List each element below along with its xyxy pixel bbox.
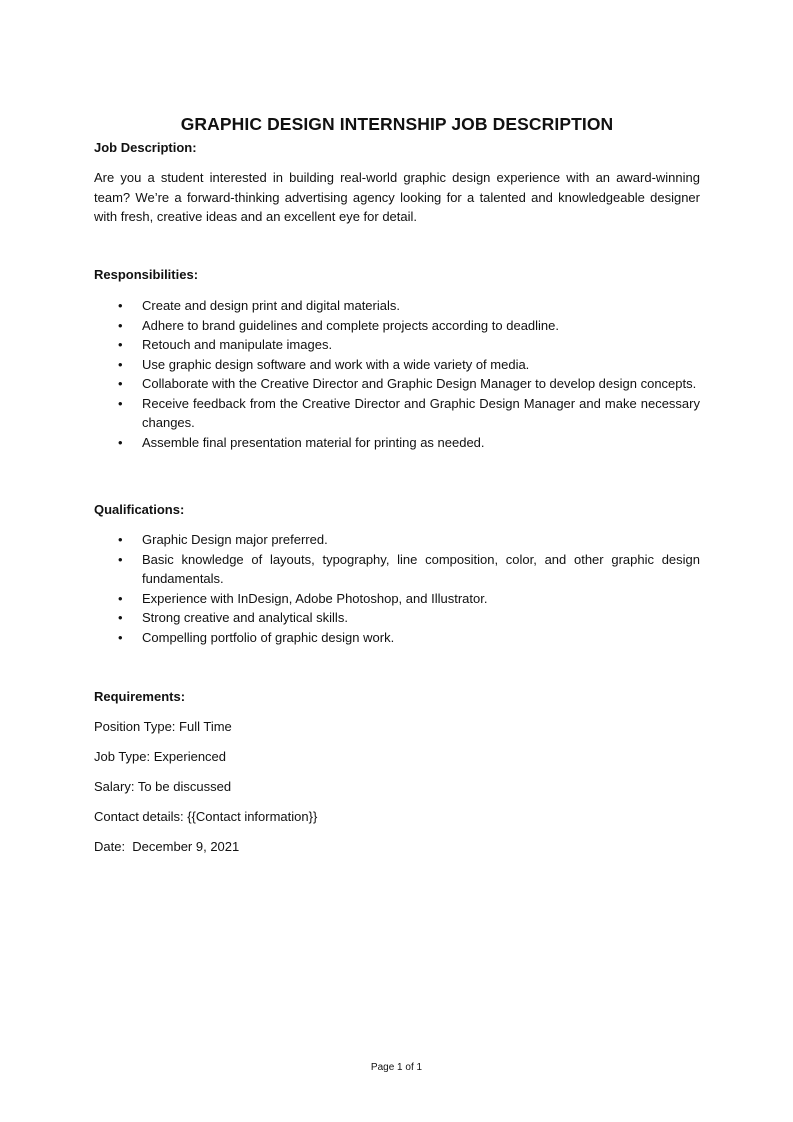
document-title: GRAPHIC DESIGN INTERNSHIP JOB DESCRIPTION	[180, 114, 614, 134]
qualification-text: Strong creative and analytical skills.	[142, 610, 348, 625]
bullet-icon: •	[118, 590, 123, 606]
page-number: Page 1 of 1	[370, 1062, 423, 1073]
responsibility-text: Receive feedback from the Creative Director and Graphic Design Manager and make necessary changes.	[142, 395, 700, 430]
list-item	[94, 589, 700, 609]
bullet-icon: •	[118, 376, 123, 391]
job-type: Job Type: Experienced	[94, 749, 227, 764]
job-description-heading: Job Description:	[94, 140, 197, 155]
responsibility-text: Create and design print and digital materials.	[142, 298, 400, 313]
bullet-icon: •	[118, 395, 123, 411]
qualification-text: Compelling portfolio of graphic design work.	[142, 629, 395, 645]
responsibility-text: Retouch and manipulate images.	[142, 337, 333, 352]
list-item	[94, 335, 700, 355]
qualification-text: Graphic Design major preferred.	[142, 532, 328, 547]
list-item	[94, 628, 700, 648]
bullet-icon: •	[118, 629, 123, 645]
list-item	[94, 550, 700, 589]
requirements-heading: Requirements:	[94, 689, 186, 704]
list-item	[94, 394, 700, 433]
responsibility-text: Use graphic design software and work with a wide variety of media.	[142, 356, 530, 372]
list-item	[94, 530, 700, 550]
list-item	[94, 316, 700, 336]
responsibilities-heading: Responsibilities:	[94, 267, 199, 282]
bullet-icon: •	[118, 356, 123, 372]
list-item	[94, 296, 700, 316]
bullet-icon: •	[118, 317, 123, 333]
qualification-text: Basic knowledge of layouts, typography, line composition, color, and other graphic design fundamentals.	[142, 551, 700, 586]
bullet-icon: •	[118, 551, 123, 567]
responsibility-text: Adhere to brand guidelines and complete projects according to deadline.	[142, 317, 559, 333]
bullet-icon: •	[118, 337, 123, 352]
contact-details: Contact details: {{Contact information}}	[94, 809, 318, 824]
list-item	[94, 374, 700, 394]
bullet-icon: •	[118, 610, 123, 625]
responsibility-text: Assemble final presentation material for printing as needed.	[142, 434, 485, 450]
list-item	[94, 433, 700, 453]
list-item	[94, 355, 700, 375]
bullet-icon: •	[118, 532, 123, 547]
position-type: Position Type: Full Time	[94, 719, 232, 734]
list-item	[94, 608, 700, 628]
responsibility-text: Collaborate with the Creative Director and Graphic Design Manager to develop design concepts.	[142, 376, 697, 391]
bullet-icon: •	[118, 434, 123, 450]
responsibilities-list	[94, 296, 700, 452]
qualification-text: Experience with InDesign, Adobe Photoshop, and Illustrator.	[142, 590, 488, 606]
salary: Salary: To be discussed	[94, 779, 232, 794]
qualifications-list	[94, 530, 700, 647]
bullet-icon: •	[118, 298, 123, 313]
qualifications-heading: Qualifications:	[94, 502, 185, 517]
date: Date: December 9, 2021	[94, 839, 240, 854]
job-description-text: Are you a student interested in building real-world graphic design experience with an award-winning team? We’re a forward-thinking advertising agency looking for a talented and knowledgeable designer with fresh, creative ideas and an excellent eye for detail.	[94, 170, 700, 224]
